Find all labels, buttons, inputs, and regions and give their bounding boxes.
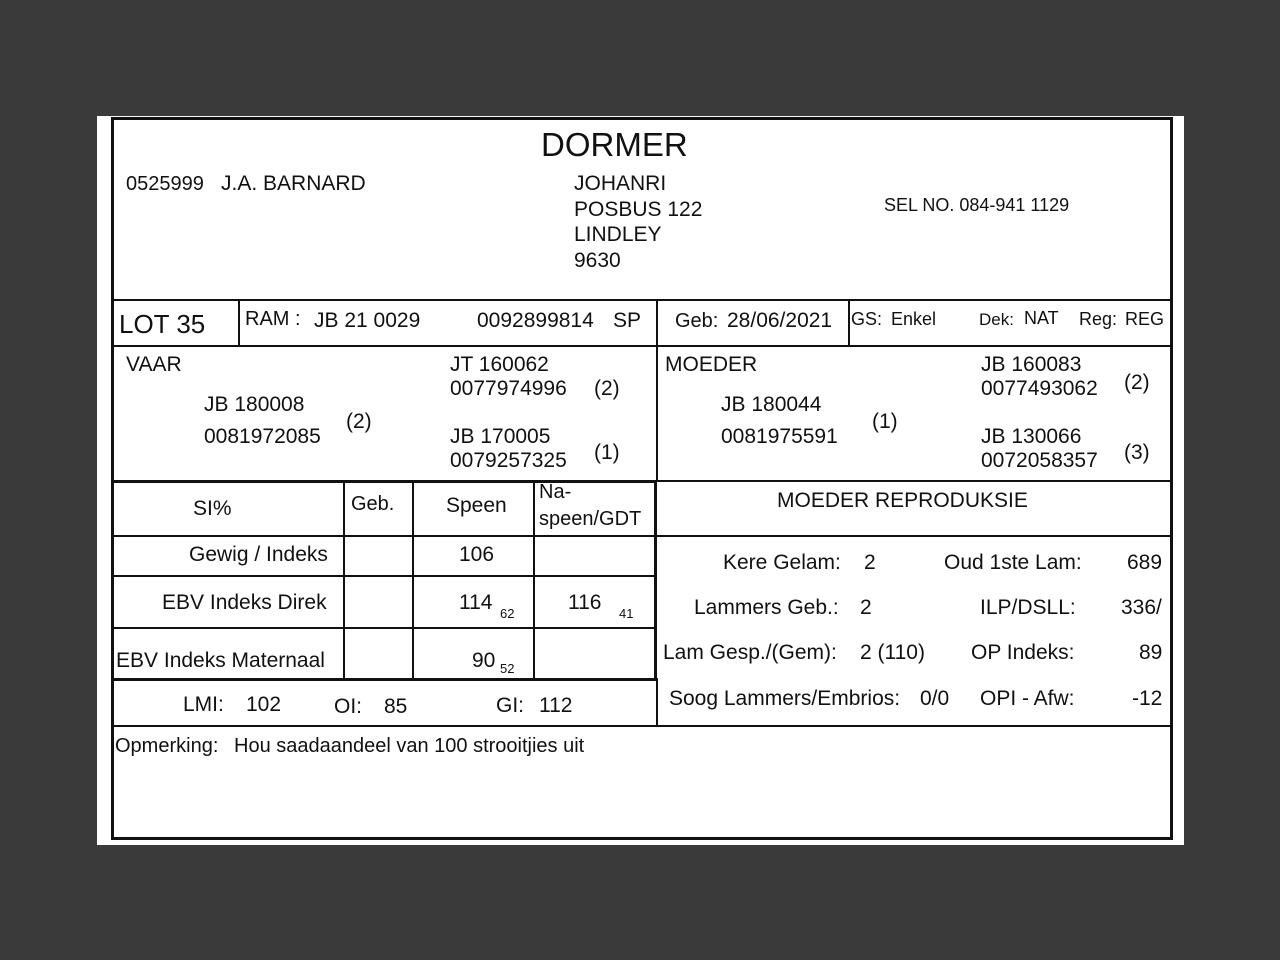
sire-registration: 0081972085 <box>204 425 321 448</box>
breed-title: DORMER <box>541 126 688 163</box>
oi-label: OI: <box>334 695 363 718</box>
row-direk-naspeen: 116 <box>568 591 602 614</box>
phone-number: SEL NO. 084-941 1129 <box>884 195 1070 215</box>
ram-label: RAM : <box>245 308 301 330</box>
repro-title: MOEDER REPRODUKSIE <box>777 489 1028 512</box>
sire-dam-grade: (1) <box>594 441 620 464</box>
sire-label: VAAR <box>126 353 182 376</box>
reg-label: Reg: <box>1079 309 1118 329</box>
perf-col-divider-4 <box>654 480 657 679</box>
gs-value: Enkel <box>891 309 937 329</box>
perf-col-divider-1 <box>343 480 345 679</box>
dam-registration: 0081975591 <box>721 425 838 448</box>
geb-header: Geb. <box>351 493 395 515</box>
perf-header-line <box>111 535 657 537</box>
perf-table-bottom-line <box>111 678 657 681</box>
dek-value: NAT <box>1024 308 1059 328</box>
oud-label: Oud 1ste Lam: <box>944 551 1082 574</box>
lammers-geb-value: 2 <box>860 596 872 619</box>
lot-row-divider-2 <box>656 299 658 345</box>
birth-date: 28/06/2021 <box>727 309 833 332</box>
soog-label: Soog Lammers/Embrios: <box>669 687 901 710</box>
catalog-sheet <box>97 116 1184 845</box>
reg-value: REG <box>1125 309 1165 329</box>
breeder-code: 0525999 <box>126 173 204 195</box>
perf-col-divider-3 <box>533 480 535 679</box>
soog-value: 0/0 <box>920 687 950 710</box>
gs-label: GS: <box>851 309 883 329</box>
row-maternaal-speen-accuracy: 52 <box>500 661 515 676</box>
sire-sire-id: JT 160062 <box>450 353 549 376</box>
dam-id: JB 180044 <box>721 393 822 416</box>
dam-grade: (1) <box>872 410 898 433</box>
dam-sire-registration: 0077493062 <box>981 377 1098 400</box>
sire-dam-id: JB 170005 <box>450 425 551 448</box>
row-gewig-label: Gewig / Indeks <box>189 543 328 566</box>
lot-number: LOT 35 <box>119 309 206 339</box>
gi-label: GI: <box>496 694 525 717</box>
dam-dam-grade: (3) <box>1124 441 1150 464</box>
frame-left-border <box>111 117 114 839</box>
row-maternaal-label: EBV Indeks Maternaal <box>116 649 325 672</box>
dam-sire-id: JB 160083 <box>981 353 1082 376</box>
row-direk-speen: 114 <box>459 591 493 614</box>
row-direk-speen-accuracy: 62 <box>500 606 515 621</box>
lmi-value: 102 <box>246 693 282 716</box>
address-line-3: LINDLEY <box>574 223 662 246</box>
opi-value: -12 <box>1132 687 1163 710</box>
dam-label: MOEDER <box>665 353 758 376</box>
sire-sire-registration: 0077974996 <box>450 377 567 400</box>
gi-value: 112 <box>539 694 573 717</box>
pedigree-divider <box>656 345 658 481</box>
lot-row-top-line <box>111 299 1173 301</box>
repro-header-line <box>657 535 1173 537</box>
address-line-4: 9630 <box>574 249 621 272</box>
naspeen-header-line-2: speen/GDT <box>539 508 642 530</box>
dek-label: Dek: <box>979 310 1014 329</box>
sire-sire-grade: (2) <box>594 377 620 400</box>
breeder-name: J.A. BARNARD <box>221 172 366 195</box>
ilp-label: ILP/DSLL: <box>980 596 1076 619</box>
row-direk-naspeen-accuracy: 41 <box>619 606 634 621</box>
perf-row-line-2 <box>111 627 657 629</box>
remarks-label: Opmerking: <box>115 735 219 757</box>
frame-right-border <box>1170 117 1173 839</box>
lot-row-divider-1 <box>238 299 240 345</box>
ram-registration: 0092899814 <box>477 309 594 332</box>
sire-id: JB 180008 <box>204 393 305 416</box>
oi-value: 85 <box>384 695 408 718</box>
opi-label: OPI - Afw: <box>980 687 1075 710</box>
remarks-text: Hou saadaandeel van 100 strooitjies uit <box>234 735 585 757</box>
row-gewig-speen: 106 <box>459 543 495 566</box>
repro-top-line <box>657 480 1173 482</box>
perf-table-top-line <box>111 480 657 483</box>
address-line-1: JOHANRI <box>574 172 667 195</box>
sire-grade: (2) <box>346 410 372 433</box>
perf-row-line-1 <box>111 575 657 577</box>
lam-gesp-label: Lam Gesp./(Gem): <box>663 641 837 664</box>
si-header: SI% <box>193 497 232 520</box>
index-row-bottom-line <box>111 725 1173 727</box>
row-maternaal-speen: 90 <box>472 649 496 672</box>
naspeen-header-line-1: Na- <box>539 481 572 503</box>
row-direk-label: EBV Indeks Direk <box>162 591 327 614</box>
op-label: OP Indeks: <box>971 641 1075 664</box>
op-value: 89 <box>1139 641 1163 664</box>
dam-dam-id: JB 130066 <box>981 425 1082 448</box>
dam-dam-registration: 0072058357 <box>981 449 1098 472</box>
frame-top-border <box>111 117 1173 120</box>
ilp-value: 336/ <box>1121 596 1162 619</box>
index-row-divider <box>656 678 658 726</box>
kere-gelam-label: Kere Gelam: <box>723 551 841 574</box>
address-line-2: POSBUS 122 <box>574 198 703 221</box>
ram-sp: SP <box>613 309 642 332</box>
dam-sire-grade: (2) <box>1124 371 1150 394</box>
lmi-label: LMI: <box>183 693 224 716</box>
lot-row-divider-3 <box>848 299 850 345</box>
speen-header: Speen <box>446 494 507 517</box>
frame-bottom-border <box>111 837 1173 840</box>
kere-gelam-value: 2 <box>864 551 876 574</box>
birth-label: Geb: <box>675 310 719 332</box>
oud-value: 689 <box>1127 551 1163 574</box>
perf-col-divider-2 <box>412 480 414 679</box>
lam-gesp-value: 2 (110) <box>860 641 925 664</box>
lammers-geb-label: Lammers Geb.: <box>694 596 839 619</box>
ram-id: JB 21 0029 <box>314 309 421 332</box>
sire-dam-registration: 0079257325 <box>450 449 567 472</box>
lot-row-bottom-line <box>111 345 1173 347</box>
